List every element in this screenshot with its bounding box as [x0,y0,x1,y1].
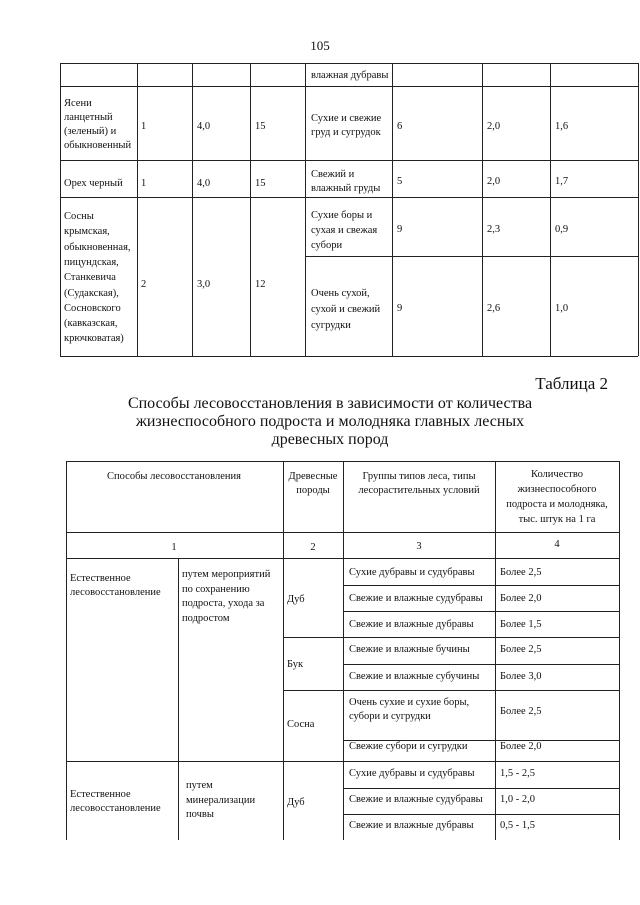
column-header: лесорастительных условий [358,485,480,496]
forest-type-cell: Свежие субори и сугрудки [349,741,468,752]
conditions-cell: Очень сухой, [311,288,370,299]
quantity-cell: 1,0 - 2,0 [500,794,535,805]
table-rule [283,637,619,638]
species-cell: Сосны [64,211,94,222]
value-cell: 15 [255,178,266,189]
page-number: 105 [310,38,330,53]
value-cell: 1 [141,178,147,189]
table-rule [60,356,638,357]
species-cell: Дуб [287,797,305,808]
value-cell: 1 [141,121,147,132]
species-cell: Дуб [287,594,305,605]
column-header: Древесные [288,471,338,482]
forest-type-cell: Свежие и влажные субучины [349,671,480,682]
species-cell: обыкновенная, [64,241,131,253]
value-cell: 2 [141,279,147,290]
conditions-cell: сухой и свежий [311,304,381,315]
table-rule [178,558,179,840]
species-cell: пицундская, [64,256,119,268]
table-rule [283,461,284,840]
forest-type-cell: субори и сугрудки [349,711,431,722]
species-cell: обыкновенный [64,140,132,151]
quantity-cell: Более 2,5 [500,567,542,578]
table-rule [60,86,638,87]
column-header: породы [296,485,330,496]
quantity-cell: Более 1,5 [500,619,542,630]
species-cell: Ясени [64,98,92,109]
value-cell: 5 [397,176,403,187]
table-rule [305,256,638,257]
conditions-cell: Свежий и [311,169,355,180]
value-cell: 4,0 [197,121,211,132]
species-cell: ланцетный [64,112,113,123]
forest-type-cell: Сухие дубравы и судубравы [349,567,475,578]
species-cell: Сосна [287,719,315,730]
table-rule [482,63,483,356]
table-rule [343,664,619,665]
value-cell: 3,0 [197,279,211,290]
submethod-cell: подростом [182,612,230,624]
quantity-cell: Более 3,0 [500,671,542,682]
table-rule [60,197,638,198]
species-cell: (Судакская), [64,287,119,299]
submethod-cell: подроста, ухода за [182,598,265,609]
value-cell: 2,3 [487,224,501,235]
table-rule [60,63,638,64]
table-rule [250,63,251,356]
method-cell: лесовосстановление [70,803,161,814]
table-rule [66,461,67,840]
conditions-cell: Сухие боры и [311,210,373,221]
title-line: древесных пород [271,431,389,448]
species-cell: (зеленый) и [64,126,117,137]
table-rule [283,690,619,691]
column-header: тыс. штук на 1 га [518,514,596,525]
title-line: Способы лесовосстановления в зависимости от количества [127,395,533,412]
method-cell: Естественное [70,789,131,800]
submethod-cell: путем [186,780,213,791]
value-cell: 2,0 [487,176,501,187]
value-cell: 15 [255,121,266,132]
value-cell: 9 [397,224,403,235]
quantity-cell: Более 2,5 [500,706,542,717]
table-title [100,395,560,449]
table-rule [343,585,619,586]
species-cell: Сосновского [64,302,121,314]
value-cell: 1,7 [555,176,569,187]
conditions-cell: сухая и свежая [311,225,378,236]
value-cell: 9 [397,303,403,314]
forest-type-cell: Свежие и влажные судубравы [349,593,483,604]
table-rule [192,63,193,356]
table-rule [66,761,619,762]
species-cell: Станкевича [64,272,116,284]
column-header: подроста и молодняка, [506,499,608,510]
value-cell: 1,6 [555,121,569,132]
conditions-cell: груд и сугрудок [311,127,381,138]
table-rule [343,788,619,789]
value-cell: 12 [255,279,266,290]
conditions-cell: сугрудки [311,320,351,331]
conditions-cell: влажный груды [311,183,381,194]
submethod-cell: по сохранению [182,583,250,595]
conditions-cell: субори [311,240,343,251]
forest-type-cell: Свежие и влажные дубравы [349,619,474,630]
value-cell: 1,0 [555,303,569,314]
value-cell: 2,0 [487,121,501,132]
column-header: Группы типов леса, типы [362,471,476,482]
table-rule [305,63,306,356]
table-rule [60,160,638,161]
table-rule [550,63,551,356]
quantity-cell: Более 2,0 [500,593,542,604]
forest-type-cell: Очень сухие и сухие боры, [349,697,470,708]
table-rule [343,461,344,840]
conditions-cell: Сухие и свежие [311,113,382,124]
conditions-cell: влажная дубравы [311,70,389,81]
column-header: Способы лесовосстановления [107,471,241,482]
table-rule [137,63,138,356]
submethod-cell: путем мероприятий [182,569,271,580]
submethod-cell: минерализации [186,794,256,806]
forest-type-cell: Свежие и влажные судубравы [349,794,483,805]
quantity-cell: 0,5 - 1,5 [500,820,535,831]
value-cell: 2,6 [487,303,501,314]
column-number: 1 [171,542,177,553]
title-line: жизнеспособного подроста и молодняка главных лесных [135,413,525,430]
column-header: Количество [530,469,584,480]
table-rule [60,63,61,356]
table-rule [343,611,619,612]
species-cell: крючковатая) [64,333,124,345]
value-cell: 6 [397,121,403,132]
forest-type-cell: Свежие и влажные дубравы [349,820,474,831]
quantity-cell: Более 2,0 [500,741,542,752]
method-cell: Естественное [70,573,131,584]
quantity-cell: Более 2,5 [500,644,542,655]
table-rule [343,814,619,815]
table-rule [392,63,393,356]
column-number: 2 [310,542,316,553]
species-cell: (кавказская, [64,318,118,330]
species-cell: Бук [287,659,304,670]
method-cell: лесовосстановление [70,587,161,598]
quantity-cell: 1,5 - 2,5 [500,768,535,779]
forest-type-cell: Свежие и влажные бучины [349,644,470,655]
table-rule [638,63,639,356]
value-cell: 4,0 [197,178,211,189]
forest-type-cell: Сухие дубравы и судубравы [349,768,475,779]
species-cell: крымская, [64,226,110,238]
value-cell: 0,9 [555,224,569,235]
column-number: 3 [416,541,422,552]
table-label: Таблица 2 [535,374,608,393]
column-number: 4 [554,539,560,550]
submethod-cell: почвы [186,809,214,820]
species-cell: Орех черный [64,178,123,189]
column-header: жизнеспособного [517,484,597,495]
